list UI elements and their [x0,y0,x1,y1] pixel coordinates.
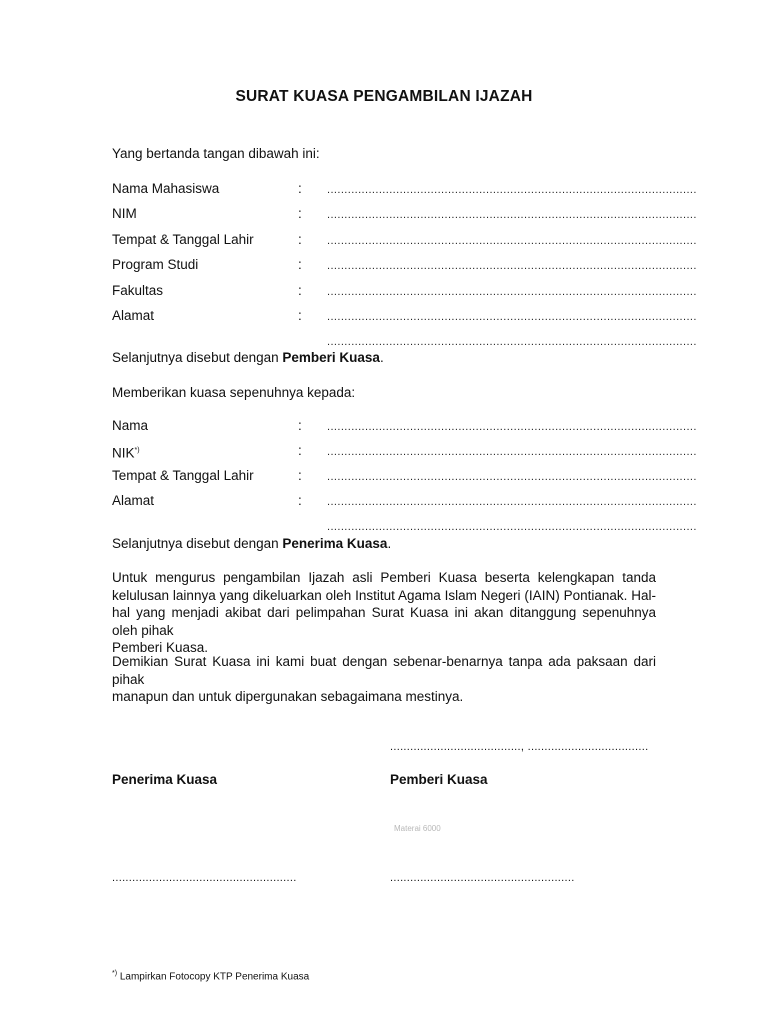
field-colon: : [298,232,302,247]
field-label-nik [112,442,140,462]
field-label-alamat: Alamat [112,308,155,323]
footnote-mark: *) [112,970,118,977]
giver-note [112,349,384,366]
footnote-text: Lampirkan Fotocopy KTP Penerima Kuasa [119,971,310,983]
field-colon: : [298,257,302,272]
nik-label: NIK [112,445,135,461]
receiver-note-prefix: Selanjutnya disebut dengan [112,536,283,551]
field-blank-nim[interactable]: ........................................................................................................... [327,209,697,221]
footnote [112,970,309,982]
closing-paragraph-body: Demikian Surat Kuasa ini kami buat dengan sebenar-benarnya tanpa ada paksaan dari pihak [112,654,656,687]
field-colon: : [298,206,302,221]
field-blank-nik[interactable]: ........................................................................................................... [327,446,697,458]
receiver-signature-line[interactable]: ....................................................... [112,872,297,884]
document-title: SURAT KUASA PENGAMBILAN IJAZAH [235,88,533,105]
field-colon: : [298,308,302,323]
receiver-note-suffix: . [387,536,392,551]
closing-paragraph [112,653,656,706]
giver-note-bold: Pemberi Kuasa [282,350,380,365]
field-blank-alamat-2[interactable]: ........................................................................................................... [327,336,697,348]
field-label-alamat-receiver: Alamat [112,493,155,508]
field-label-nama-mahasiswa: Nama Mahasiswa [112,181,220,196]
closing-paragraph-last-line: manapun dan untuk dipergunakan sebagaimana mestinya. [112,689,464,704]
purpose-paragraph-body: Untuk mengurus pengambilan Ijazah asli Pemberi Kuasa beserta kelengkapan tanda kelulusan lainnya yang dikeluarkan oleh Institut Agama Islam Negeri (IAIN) Pontianak. Hal-hal yang menjadi akibat dari pelimpahan Surat Kuasa ini akan ditanggung sepenuhnya oleh pihak [112,570,656,638]
field-label-ttl: Tempat & Tanggal Lahir [112,232,254,247]
field-blank-nama[interactable]: ........................................................................................................... [327,421,697,433]
nik-footnote-mark: *) [134,447,140,454]
place-date-blank[interactable]: ......................................., .................................... [390,741,649,753]
giver-note-suffix: . [379,350,384,365]
field-blank-nama-mahasiswa[interactable]: ........................................................................................................... [327,184,697,196]
field-blank-alamat-receiver-2[interactable]: ........................................................................................................... [327,521,697,533]
field-label-fakultas: Fakultas [112,283,164,298]
materai-stamp-note: Materai 6000 [394,824,441,833]
intro-text: Yang bertanda tangan dibawah ini: [112,146,320,161]
field-blank-alamat[interactable]: ........................................................................................................... [327,311,697,323]
field-label-ttl-receiver: Tempat & Tanggal Lahir [112,468,254,483]
receiver-sign-label: Penerima Kuasa [112,772,218,787]
purpose-paragraph [112,569,656,657]
receiver-note [112,535,391,552]
mandate-text: Memberikan kuasa sepenuhnya kepada: [112,385,356,400]
giver-sign-label: Pemberi Kuasa [390,772,488,787]
field-blank-ttl-receiver[interactable]: ........................................................................................................... [327,471,697,483]
field-colon: : [298,443,302,458]
field-label-program-studi: Program Studi [112,257,199,272]
field-blank-program-studi[interactable]: ........................................................................................................... [327,260,697,272]
purpose-paragraph-last-line: Pemberi Kuasa. [112,640,209,655]
field-colon: : [298,468,302,483]
giver-note-prefix: Selanjutnya disebut dengan [112,350,283,365]
field-blank-alamat-receiver[interactable]: ........................................................................................................... [327,496,697,508]
field-colon: : [298,181,302,196]
field-colon: : [298,418,302,433]
field-label-nim: NIM [112,206,137,221]
field-colon: : [298,283,302,298]
field-colon: : [298,493,302,508]
field-blank-ttl[interactable]: ........................................................................................................... [327,235,697,247]
field-blank-fakultas[interactable]: ........................................................................................................... [327,286,697,298]
field-label-nama: Nama [112,418,149,433]
giver-signature-line[interactable]: ....................................................... [390,872,575,884]
receiver-note-bold: Penerima Kuasa [282,536,388,551]
